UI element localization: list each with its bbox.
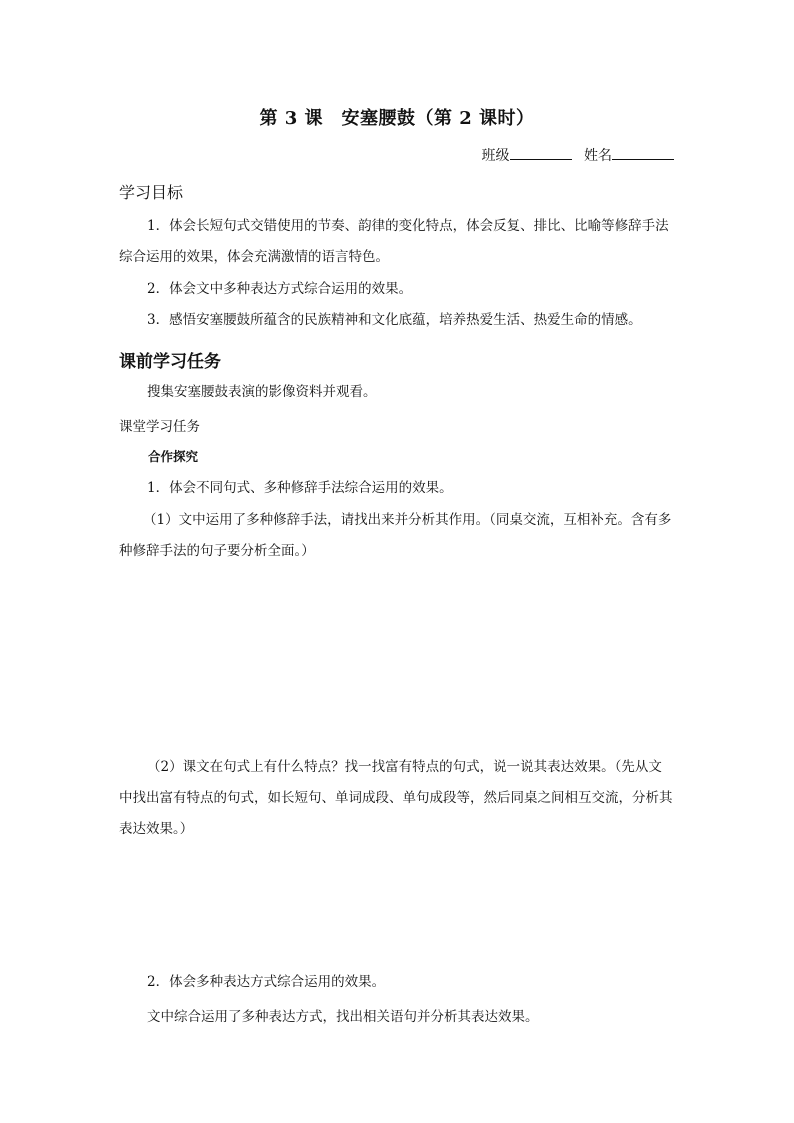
- in-class-heading: 课堂学习任务: [119, 419, 200, 435]
- pre-class-heading: 课前学习任务: [119, 352, 221, 372]
- page-title: 第 3 课 安塞腰鼓（第 2 课时）: [259, 108, 535, 129]
- cooperative-inquiry-label: 合作探究: [148, 449, 199, 464]
- question-1: 1．体会不同句式、多种修辞手法综合运用的效果。: [147, 480, 453, 496]
- question-2-text: 文中综合运用了多种表达方式，找出相关语句并分析其表达效果。: [147, 1009, 539, 1025]
- question-1-2: （2）课文在句式上有什么特点？找一找富有特点的句式，说一说其表达效果。（先从文中找出富有特点的句式，如长短句、单词成段、单句成段等，然后同桌之间相互交流，分析其表达效果。）: [119, 759, 673, 837]
- name-blank: [612, 145, 674, 160]
- goal-item-2: 2．体会文中多种表达方式综合运用的效果。: [147, 281, 413, 297]
- goal-item-3: 3．感悟安塞腰鼓所蕴含的民族精神和文化底蕴，培养热爱生活、热爱生命的情感。: [147, 312, 642, 328]
- class-label: 班级: [481, 148, 510, 164]
- pre-class-text: 搜集安塞腰鼓表演的影像资料并观看。: [147, 384, 377, 400]
- goal-item-1: 1．体会长短句式交错使用的节奏、韵律的变化特点，体会反复、排比、比喻等修辞手法综合运用的效果，体会充满激情的语言特色。: [119, 218, 669, 265]
- question-2: 2．体会多种表达方式综合运用的效果。: [147, 974, 386, 990]
- question-1-1: （1）文中运用了多种修辞手法，请找出来并分析其作用。（同桌交流，互相补充。含有多种修辞手法的句子要分析全面。）: [119, 512, 672, 559]
- goals-heading: 学习目标: [119, 183, 184, 202]
- class-name-row: [482, 145, 674, 165]
- class-blank: [510, 145, 572, 160]
- name-label: 姓名: [584, 148, 612, 164]
